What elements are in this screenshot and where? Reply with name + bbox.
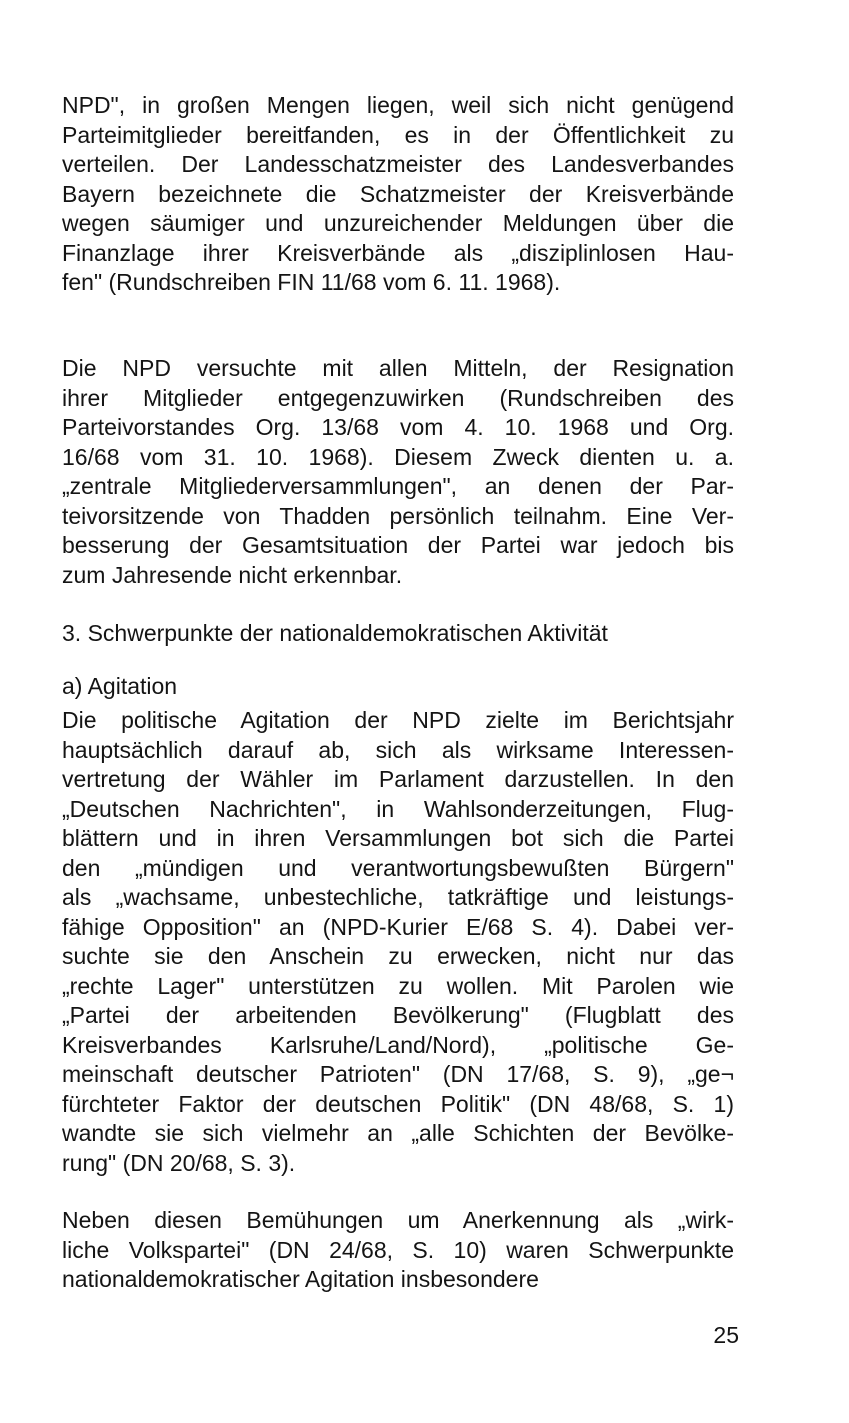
- text-line: „Deutschen Nachrichten", in Wahlsonderzeitungen, Flug-: [62, 795, 734, 822]
- text-line: Kreisverbandes Karlsruhe/Land/Nord), „politische Ge-: [62, 1031, 734, 1058]
- text-line: Neben diesen Bemühungen um Anerkennung als „wirk-: [62, 1207, 734, 1233]
- text-line: „zentrale Mitgliederversammlungen", an denen der Par-: [62, 473, 734, 499]
- text-line: zum Jahresende nicht erkennbar.: [62, 561, 403, 588]
- paragraph-4: [62, 1206, 734, 1295]
- text-line: nationaldemokratischer Agitation insbesondere: [62, 1266, 539, 1292]
- text-line: hauptsächlich darauf ab, sich als wirksame Interessen-: [62, 736, 734, 763]
- text-line: NPD", in großen Mengen liegen, weil sich nicht genügend: [62, 92, 734, 118]
- paragraph-1: [62, 91, 734, 298]
- subsection-heading: a) Agitation: [62, 673, 178, 699]
- text-line: liche Volkspartei" (DN 24/68, S. 10) waren Schwerpunkte: [62, 1236, 734, 1263]
- text-line: Bayern bezeichnete die Schatzmeister der Kreisverbände: [62, 180, 734, 207]
- text-line: ihrer Mitglieder entgegenzuwirken (Rundschreiben des: [62, 384, 734, 411]
- text-line: fähige Opposition" an (NPD-Kurier E/68 S. 4). Dabei ver-: [62, 913, 734, 940]
- text-line: besserung der Gesamtsituation der Partei war jedoch bis: [62, 532, 734, 558]
- paragraph-2: [62, 354, 734, 590]
- text-line: suchte sie den Anschein zu erwecken, nicht nur das: [62, 943, 734, 969]
- text-line: rung" (DN 20/68, S. 3).: [62, 1149, 296, 1176]
- page-number: 25: [713, 1322, 739, 1348]
- text-line: Parteimitglieder bereitfanden, es in der Öffentlichkeit zu: [62, 121, 734, 148]
- text-line: Finanzlage ihrer Kreisverbände als „disziplinlosen Hau-: [62, 239, 734, 266]
- text-line: 16/68 vom 31. 10. 1968). Diesem Zweck dienten u. a.: [62, 443, 734, 470]
- text-line: wegen säumiger und unzureichender Meldungen über die: [62, 210, 734, 236]
- text-line: verteilen. Der Landesschatzmeister des Landesverbandes: [62, 151, 734, 177]
- text-line: den „mündigen und verantwortungsbewußten Bürgern": [62, 854, 734, 881]
- text-line: Die NPD versuchte mit allen Mitteln, der Resignation: [62, 355, 734, 381]
- text-line: als „wachsame, unbestechliche, tatkräftige und leistungs-: [62, 884, 734, 910]
- text-line: wandte sie sich vielmehr an „alle Schichten der Bevölke-: [62, 1120, 734, 1146]
- text-line: fen" (Rundschreiben FIN 11/68 vom 6. 11. 1968).: [62, 269, 561, 295]
- text-line: fürchteter Faktor der deutschen Politik" (DN 48/68, S. 1): [62, 1090, 734, 1117]
- paragraph-3: [62, 706, 734, 1178]
- text-line: Parteivorstandes Org. 13/68 vom 4. 10. 1968 und Org.: [62, 414, 734, 440]
- text-line: vertretung der Wähler im Parlament darzustellen. In den: [62, 766, 734, 792]
- text-line: meinschaft deutscher Patrioten" (DN 17/68, S. 9), „ge¬: [62, 1061, 734, 1087]
- section-heading: 3. Schwerpunkte der nationaldemokratischen Aktivität: [62, 620, 608, 646]
- text-line: teivorsitzende von Thadden persönlich teilnahm. Eine Ver-: [62, 502, 734, 529]
- text-line: „rechte Lager" unterstützen zu wollen. Mit Parolen wie: [62, 972, 734, 999]
- text-line: Die politische Agitation der NPD zielte im Berichtsjahr: [62, 707, 734, 733]
- text-line: „Partei der arbeitenden Bevölkerung" (Flugblatt des: [62, 1002, 734, 1028]
- text-line: blättern und in ihren Versammlungen bot sich die Partei: [62, 825, 734, 851]
